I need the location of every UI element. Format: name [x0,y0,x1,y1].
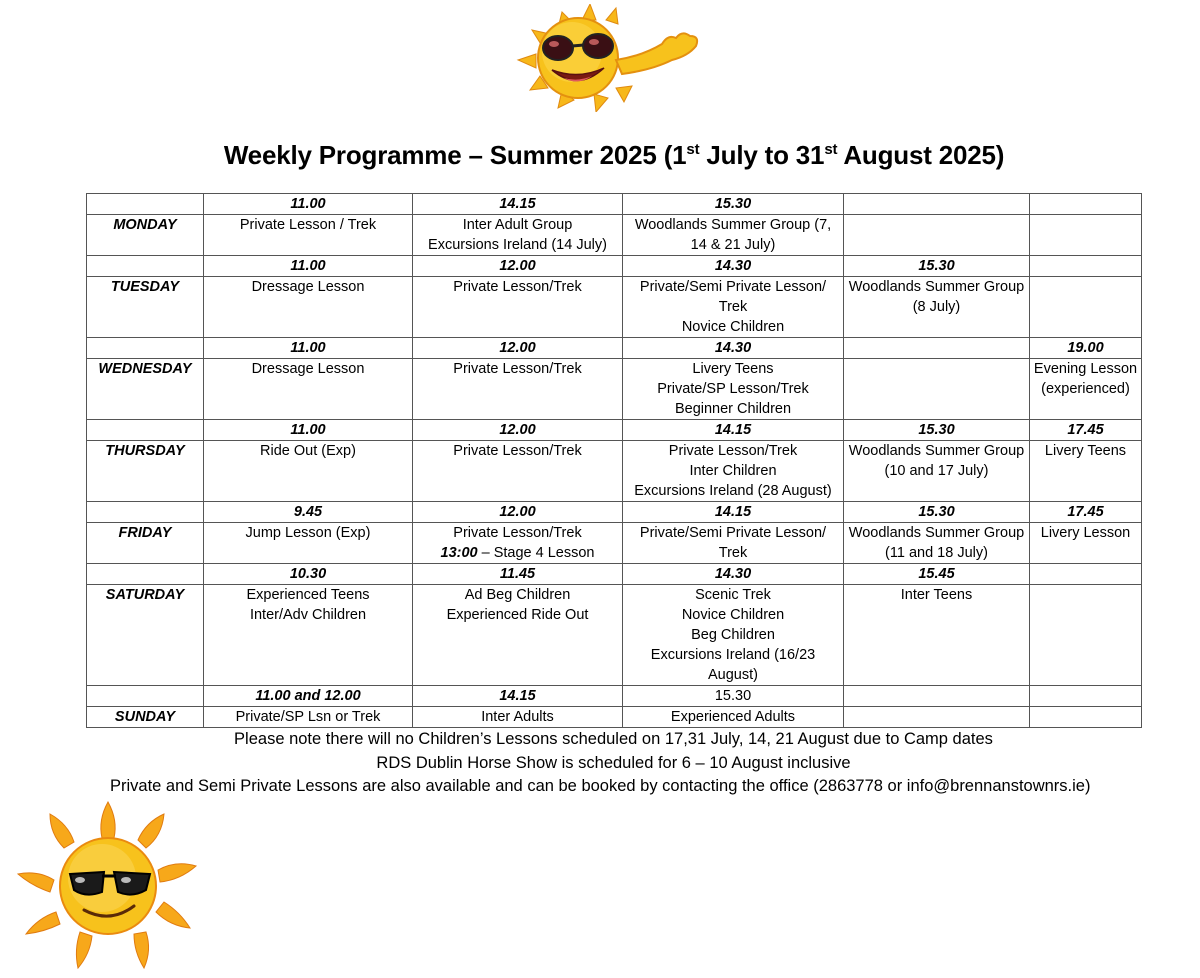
activity-cell: Private Lesson/Trek [413,359,623,420]
time-cell: 15.30 [623,194,844,215]
sun-sunglasses-waving-icon [512,4,716,112]
activity-row-saturday [87,585,1142,686]
day-cell [87,502,204,523]
time-cell: 14.15 [413,686,623,707]
activity-cell: Woodlands Summer Group (10 and 17 July) [844,441,1030,502]
activity-cell: Private/SP Lsn or Trek [204,707,413,728]
time-cell [1030,686,1142,707]
day-cell [87,338,204,359]
activity-row-thursday [87,441,1142,502]
activity-cell: Private Lesson/Trek Inter Children Excursions Ireland (28 August) [623,441,844,502]
day-cell [87,256,204,277]
time-cell: 15.30 [623,686,844,707]
activity-cell: Woodlands Summer Group (11 and 18 July) [844,523,1030,564]
time-cell [844,194,1030,215]
rds-note: RDS Dublin Horse Show is scheduled for 6 – 10 August inclusive [376,753,851,772]
day-label-monday: MONDAY [87,215,204,256]
time-cell: 17.45 [1030,502,1142,523]
activity-cell: Experienced Teens Inter/Adv Children [204,585,413,686]
time-cell [844,686,1030,707]
activity-cell: Private Lesson/Trek [413,277,623,338]
time-cell: 14.30 [623,564,844,585]
time-row-wednesday [87,338,1142,359]
day-label-thursday: THURSDAY [87,441,204,502]
time-row-saturday [87,564,1142,585]
day-cell [87,420,204,441]
time-cell: 11.00 and 12.00 [204,686,413,707]
time-cell: 15.30 [844,420,1030,441]
day-label-saturday: SATURDAY [87,585,204,686]
activity-cell [844,359,1030,420]
activity-cell [1030,277,1142,338]
activity-cell: Woodlands Summer Group (8 July) [844,277,1030,338]
activity-cell: Private Lesson / Trek [204,215,413,256]
time-cell [1030,256,1142,277]
page-title: Weekly Programme – Summer 2025 (1st July to 31st August 2025) [223,140,1005,170]
time-cell: 12.00 [413,256,623,277]
time-row-thursday [87,420,1142,441]
time-row-monday [87,194,1142,215]
activity-cell: Livery Teens [1030,441,1142,502]
time-cell: 10.30 [204,564,413,585]
day-cell [87,194,204,215]
activity-cell: Livery Lesson [1030,523,1142,564]
activity-cell: Ad Beg Children Experienced Ride Out [413,585,623,686]
camp-note: Please note there will no Children’s Lessons scheduled on 17,31 July, 14, 21 August due to Camp dates [234,730,993,748]
time-cell: 19.00 [1030,338,1142,359]
activity-cell [844,707,1030,728]
activity-row-sunday [87,707,1142,728]
day-cell [87,564,204,585]
activity-cell: Inter Teens [844,585,1030,686]
day-label-friday: FRIDAY [87,523,204,564]
day-label-sunday: SUNDAY [87,707,204,728]
activity-cell: Jump Lesson (Exp) [204,523,413,564]
activity-cell [1030,585,1142,686]
activity-cell: Private/Semi Private Lesson/ Trek [623,523,844,564]
time-cell: 15.30 [844,256,1030,277]
time-row-friday [87,502,1142,523]
activity-cell [1030,215,1142,256]
activity-cell: Dressage Lesson [204,359,413,420]
activity-cell: Private Lesson/Trek 13:00 – Stage 4 Lesson [413,523,623,564]
activity-cell: Experienced Adults [623,707,844,728]
time-cell: 11.00 [204,256,413,277]
activity-cell: Livery Teens Private/SP Lesson/Trek Beginner Children [623,359,844,420]
day-label-wednesday: WEDNESDAY [87,359,204,420]
activity-cell: Woodlands Summer Group (7, 14 & 21 July) [623,215,844,256]
activity-row-monday [87,215,1142,256]
notes-section [0,728,1200,795]
sun-sunglasses-icon [14,800,202,970]
activity-cell: Private/Semi Private Lesson/ Trek Novice Children [623,277,844,338]
time-cell: 15.45 [844,564,1030,585]
time-cell: 15.30 [844,502,1030,523]
time-cell: 12.00 [413,502,623,523]
activity-cell: Inter Adult Group Excursions Ireland (14 July) [413,215,623,256]
time-cell: 11.00 [204,420,413,441]
time-cell: 14.15 [413,194,623,215]
time-cell: 11.45 [413,564,623,585]
time-cell: 11.00 [204,194,413,215]
activity-cell: Private Lesson/Trek [413,441,623,502]
activity-row-friday [87,523,1142,564]
private-lessons-note: Private and Semi Private Lessons are also available and can be booked by contacting the office (2863778 or info@brennanstownrs.ie) [110,777,1091,795]
time-cell: 14.30 [623,338,844,359]
time-cell [1030,564,1142,585]
activity-cell: Evening Lesson (experienced) [1030,359,1142,420]
time-cell: 12.00 [413,338,623,359]
time-row-sunday [87,686,1142,707]
activity-cell: Ride Out (Exp) [204,441,413,502]
time-cell: 11.00 [204,338,413,359]
time-cell: 9.45 [204,502,413,523]
time-cell [1030,194,1142,215]
day-cell [87,686,204,707]
activity-cell: Dressage Lesson [204,277,413,338]
time-cell: 12.00 [413,420,623,441]
time-cell [844,338,1030,359]
activity-row-tuesday [87,277,1142,338]
day-label-tuesday: TUESDAY [87,277,204,338]
activity-cell [844,215,1030,256]
activity-cell: Scenic Trek Novice Children Beg Children Excursions Ireland (16/23 August) [623,585,844,686]
time-cell: 14.15 [623,420,844,441]
weekly-programme-table [86,193,1142,728]
activity-cell: Inter Adults [413,707,623,728]
time-row-tuesday [87,256,1142,277]
time-cell: 17.45 [1030,420,1142,441]
time-cell: 14.15 [623,502,844,523]
activity-row-wednesday [87,359,1142,420]
time-cell: 14.30 [623,256,844,277]
activity-cell [1030,707,1142,728]
